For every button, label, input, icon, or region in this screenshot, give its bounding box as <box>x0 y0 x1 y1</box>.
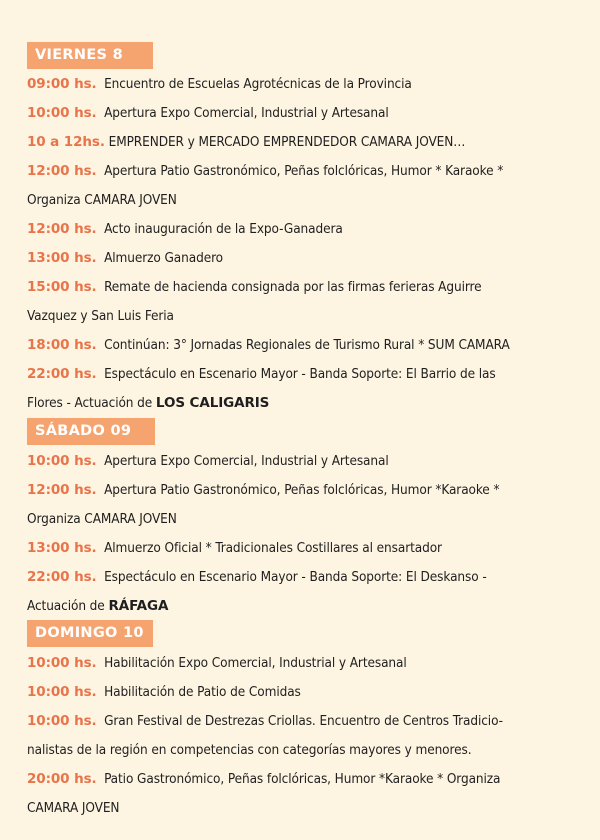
schedule-line <box>27 538 587 558</box>
event-text-continued: Flores - Actuación de <box>27 395 156 411</box>
schedule-line-continued <box>27 596 587 616</box>
event-text: Gran Festival de Destrezas Criollas. Encuentro de Centros Tradicio- <box>104 713 503 729</box>
event-time: 12:00 hs. <box>27 221 97 237</box>
headliner-name: RÁFAGA <box>108 598 169 614</box>
schedule-line <box>27 219 587 239</box>
event-time: 13:00 hs. <box>27 540 97 556</box>
schedule-line-continued <box>27 798 587 818</box>
schedule-line <box>27 335 587 355</box>
event-text: Continúan: 3° Jornadas Regionales de Turismo Rural * SUM CAMARA <box>104 337 510 353</box>
event-time: 10:00 hs. <box>27 713 97 729</box>
event-time: 12:00 hs. <box>27 482 97 498</box>
event-time: 22:00 hs. <box>27 366 97 382</box>
event-text-continued: nalistas de la región en competencias con categorías mayores y menores. <box>27 742 472 758</box>
schedule-line <box>27 103 587 123</box>
event-time: 20:00 hs. <box>27 771 97 787</box>
event-text: Espectáculo en Escenario Mayor - Banda Soporte: El Barrio de las <box>104 366 496 382</box>
event-text: Apertura Expo Comercial, Industrial y Artesanal <box>104 105 389 121</box>
schedule-line <box>27 364 587 384</box>
schedule-line <box>27 769 587 789</box>
event-text: Apertura Expo Comercial, Industrial y Artesanal <box>104 453 389 469</box>
event-time: 15:00 hs. <box>27 279 97 295</box>
event-text: Remate de hacienda consignada por las firmas ferieras Aguirre <box>104 279 482 295</box>
event-text: Habilitación de Patio de Comidas <box>104 684 301 700</box>
event-text-continued: Organiza CAMARA JOVEN <box>27 511 177 527</box>
schedule-line-continued <box>27 509 587 529</box>
schedule-line <box>27 74 587 94</box>
day-header-viernes: VIERNES 8 <box>27 42 153 69</box>
event-time: 10:00 hs. <box>27 684 97 700</box>
headliner-name: LOS CALIGARIS <box>155 395 270 411</box>
event-text: Espectáculo en Escenario Mayor - Banda Soporte: El Deskanso - <box>104 569 487 585</box>
event-text-continued: Actuación de <box>27 598 109 614</box>
event-time: 13:00 hs. <box>27 250 97 266</box>
schedule-line <box>27 248 587 268</box>
schedule-line <box>27 277 587 297</box>
event-text-continued: Organiza CAMARA JOVEN <box>27 192 177 208</box>
schedule-line-continued <box>27 190 587 210</box>
event-text: Acto inauguración de la Expo-Ganadera <box>104 221 343 237</box>
event-text: Apertura Patio Gastronómico, Peñas folclóricas, Humor * Karaoke * <box>104 163 504 179</box>
day-header-domingo: DOMINGO 10 <box>27 620 153 647</box>
event-time: 10:00 hs. <box>27 655 97 671</box>
schedule-line <box>27 132 587 152</box>
schedule-line <box>27 480 587 500</box>
schedule-line <box>27 653 587 673</box>
schedule-line <box>27 567 587 587</box>
event-time: 10 a 12hs. <box>27 134 105 150</box>
event-text: Patio Gastronómico, Peñas folclóricas, Humor *Karaoke * Organiza <box>104 771 501 787</box>
event-time: 22:00 hs. <box>27 569 97 585</box>
event-text: Encuentro de Escuelas Agrotécnicas de la Provincia <box>104 76 412 92</box>
event-time: 18:00 hs. <box>27 337 97 353</box>
event-text: Almuerzo Ganadero <box>104 250 224 266</box>
schedule-line-continued <box>27 306 587 326</box>
schedule-line <box>27 161 587 181</box>
event-text: Habilitación Expo Comercial, Industrial y Artesanal <box>104 655 407 671</box>
event-time: 09:00 hs. <box>27 76 97 92</box>
event-time: 12:00 hs. <box>27 163 97 179</box>
day-header-sabado: SÁBADO 09 <box>27 418 155 445</box>
schedule-line-continued <box>27 740 587 760</box>
schedule-line-continued <box>27 393 587 413</box>
event-text: Almuerzo Oficial * Tradicionales Costillares al ensartador <box>104 540 442 556</box>
schedule-line <box>27 682 587 702</box>
event-text: EMPRENDER y MERCADO EMPRENDEDOR CAMARA JOVEN… <box>108 134 466 150</box>
schedule-line <box>27 711 587 731</box>
event-text: Apertura Patio Gastronómico, Peñas folclóricas, Humor *Karaoke * <box>104 482 500 498</box>
event-time: 10:00 hs. <box>27 105 97 121</box>
event-time: 10:00 hs. <box>27 453 97 469</box>
event-text-continued: CAMARA JOVEN <box>27 800 120 816</box>
event-text-continued: Vazquez y San Luis Feria <box>27 308 174 324</box>
schedule-line <box>27 451 587 471</box>
